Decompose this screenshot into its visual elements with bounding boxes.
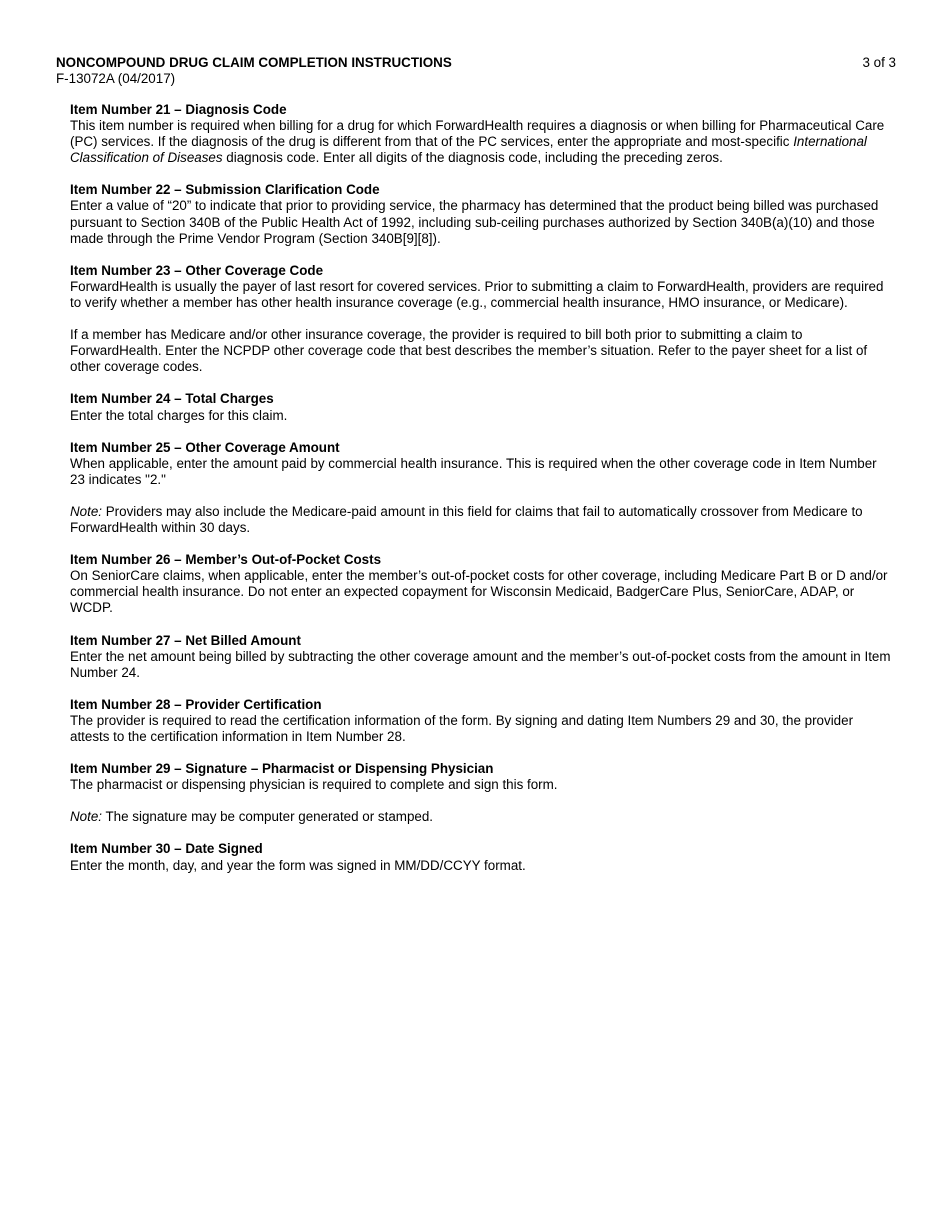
form-number: F-13072A (04/2017): [56, 71, 176, 86]
section-item-29: [70, 761, 892, 825]
section-paragraph: Enter the month, day, and year the form was signed in MM/DD/CCYY format.: [70, 857, 526, 873]
section-paragraph: Enter the net amount being billed by subtracting the other coverage amount and the member’s out-of-pocket costs from the amount in Item Number 24.: [70, 648, 891, 680]
document-title: NONCOMPOUND DRUG CLAIM COMPLETION INSTRUCTIONS: [56, 55, 452, 70]
section-item-26: [70, 552, 892, 616]
note-label: Note:: [70, 503, 103, 519]
section-title: Item Number 27 – Net Billed Amount: [70, 632, 301, 648]
section-paragraph: If a member has Medicare and/or other insurance coverage, the provider is required to bill both prior to submitting a claim to ForwardHealth. Enter the NCPDP other coverage code that best describes the member’s situation. Refer to the payer sheet for a list of other coverage codes.: [70, 327, 868, 375]
section-title: Item Number 22 – Submission Clarification Code: [70, 182, 380, 198]
section-title: Item Number 25 – Other Coverage Amount: [70, 439, 340, 455]
page-header: [56, 55, 896, 87]
section-paragraph: Enter a value of “20” to indicate that prior to providing service, the pharmacy has determined that the product being billed was purchased pursuant to Section 340B of the Public Health Act of 1992, including sub-ceiling purchases authorized by Section 340B(a)(10) and those made through the Prime Vendor Program (Section 340B[9][8]).: [70, 198, 879, 246]
section-paragraph: The provider is required to read the certification information of the form. By signing and dating Item Numbers 29 and 30, the provider attests to the certification information in Item Number 28.: [70, 712, 854, 744]
emphasized-text: International Classification of Diseases: [70, 134, 867, 166]
section-paragraph: On SeniorCare claims, when applicable, enter the member’s out-of-pocket costs for other coverage, including Medicare Part B or D and/or commercial health insurance. Do not enter an expected copayment for Wisconsin Medicaid, BadgerCare Plus, SeniorCare, ADAP, or WCDP.: [70, 568, 888, 616]
section-item-24: [70, 391, 892, 423]
section-item-27: [70, 633, 892, 681]
instructions-body: [70, 102, 892, 890]
section-title: Item Number 21 – Diagnosis Code: [70, 102, 287, 117]
note-text: The signature may be computer generated or stamped.: [102, 809, 434, 825]
section-title: Item Number 24 – Total Charges: [70, 391, 274, 407]
section-item-21: [70, 102, 892, 166]
paragraph-text: diagnosis code. Enter all digits of the diagnosis code, including the preceding zeros.: [222, 150, 723, 166]
section-paragraph: ForwardHealth is usually the payer of last resort for covered services. Prior to submitting a claim to ForwardHealth, providers are required to verify whether a member has other health insurance coverage (e.g., commercial health insurance, HMO insurance, or Medicare).: [70, 278, 884, 310]
section-title: Item Number 29 – Signature – Pharmacist or Dispensing Physician: [70, 761, 494, 777]
section-item-23: [70, 263, 892, 376]
page-number: 3 of 3: [862, 55, 896, 70]
section-title: Item Number 30 – Date Signed: [70, 841, 263, 857]
section-paragraph: Enter the total charges for this claim.: [70, 407, 288, 423]
section-title: Item Number 26 – Member’s Out-of-Pocket Costs: [70, 552, 382, 568]
paragraph-text: This item number is required when billing for a drug for which ForwardHealth requires a diagnosis or when billing for Pharmaceutical Care (PC) services. If the diagnosis of the drug is different from that of the PC services, enter the appropriate and most-specific: [70, 118, 885, 150]
section-paragraph: When applicable, enter the amount paid by commercial health insurance. This is required when the other coverage code in Item Number 23 indicates "2.": [70, 455, 877, 487]
note-text: Providers may also include the Medicare-paid amount in this field for claims that fail to automatically crossover from Medicare to ForwardHealth within 30 days.: [70, 503, 863, 536]
section-item-28: [70, 697, 892, 745]
section-title: Item Number 28 – Provider Certification: [70, 696, 322, 712]
note-paragraph: [70, 504, 892, 536]
section-paragraph: The pharmacist or dispensing physician is required to complete and sign this form.: [70, 777, 558, 793]
section-paragraph: [70, 118, 892, 166]
note-paragraph: [70, 809, 892, 825]
section-item-25: [70, 440, 892, 537]
note-label: Note:: [70, 809, 103, 825]
section-item-30: [70, 841, 892, 873]
section-title: Item Number 23 – Other Coverage Code: [70, 262, 324, 278]
section-item-22: [70, 182, 892, 246]
